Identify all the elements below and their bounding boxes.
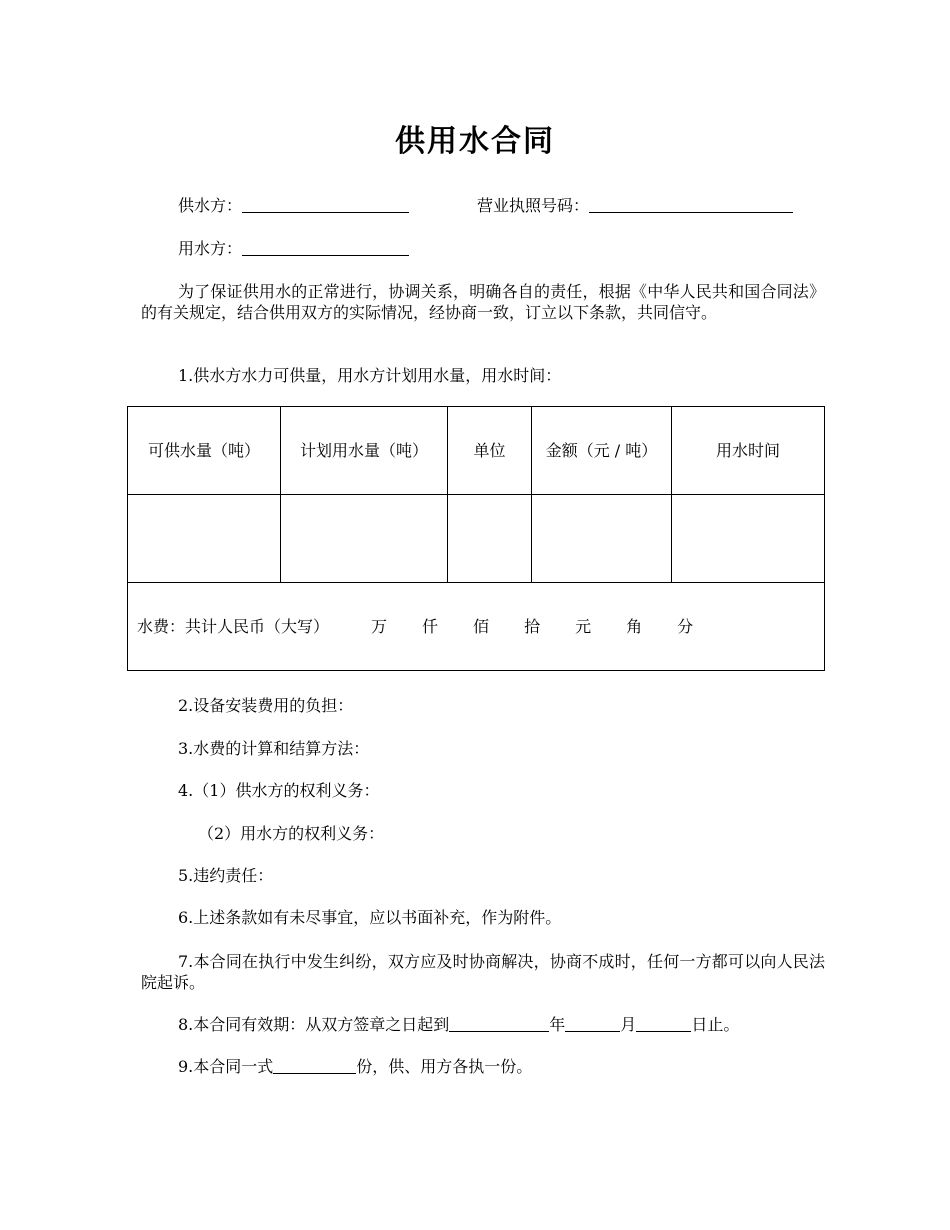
supplier-blank[interactable]	[242, 196, 409, 213]
fee-unit-wan: 万	[371, 616, 388, 636]
cell-amount[interactable]	[532, 495, 672, 583]
table-header-row	[128, 407, 825, 495]
user-label: 用水方：	[178, 239, 243, 258]
cell-unit[interactable]	[448, 495, 532, 583]
water-usage-table	[127, 406, 825, 671]
clause-8-year: 年	[549, 1015, 566, 1034]
header-amount: 金额（元 / 吨）	[532, 407, 672, 495]
header-planned-water: 计划用水量（吨）	[281, 407, 448, 495]
supplier-row	[178, 196, 409, 216]
license-label: 营业执照号码：	[477, 196, 590, 215]
fee-label: 水费：共计人民币（大写）	[137, 616, 330, 636]
clause-4-1: 4.（1）供水方的权利义务：	[178, 781, 380, 800]
clause-9	[178, 1057, 532, 1077]
fee-unit-shi: 拾	[524, 616, 541, 636]
fee-unit-qian: 仟	[422, 616, 439, 636]
clause-7: 7.本合同在执行中发生纠纷，双方应及时协商解决，协商不成时，任何一方都可以向人民法院起诉。	[141, 952, 825, 992]
document-title: 供用水合同	[395, 124, 555, 159]
header-unit: 单位	[448, 407, 532, 495]
table-row	[128, 495, 825, 583]
clause-1: 1.供水方水力可供量，用水方计划用水量，用水时间：	[178, 366, 562, 385]
clause-3: 3.水费的计算和结算方法：	[178, 739, 370, 758]
clause-8-month: 月	[620, 1015, 637, 1034]
clause-8-prefix: 8.本合同有效期：从双方签章之日起到	[178, 1015, 450, 1034]
end-year-blank[interactable]	[449, 1015, 549, 1032]
intro-paragraph: 为了保证供用水的正常进行，协调关系，明确各自的责任，根据《中华人民共和国合同法》的有关规定，结合供用双方的实际情况，经协商一致，订立以下条款，共同信守。	[141, 282, 825, 322]
clause-8-suffix: 日止。	[691, 1015, 740, 1034]
clause-9-suffix: 份，供、用方各执一份。	[356, 1057, 533, 1076]
fee-unit-yuan: 元	[575, 616, 592, 636]
end-day-blank[interactable]	[636, 1015, 691, 1032]
clause-8	[178, 1015, 739, 1035]
license-row	[477, 196, 793, 216]
clause-9-prefix: 9.本合同一式	[178, 1057, 274, 1076]
user-blank[interactable]	[242, 239, 409, 256]
copies-blank[interactable]	[273, 1057, 356, 1074]
fee-row	[128, 583, 825, 671]
user-row	[178, 239, 409, 259]
fee-unit-jiao: 角	[626, 616, 643, 636]
cell-planned-water[interactable]	[281, 495, 448, 583]
header-available-water: 可供水量（吨）	[128, 407, 281, 495]
clause-6: 6.上述条款如有未尽事宜，应以书面补充，作为附件。	[178, 908, 562, 927]
fee-unit-bai: 佰	[473, 616, 490, 636]
end-month-blank[interactable]	[565, 1015, 620, 1032]
header-usage-time: 用水时间	[672, 407, 825, 495]
fee-unit-fen: 分	[677, 616, 694, 636]
cell-usage-time[interactable]	[672, 495, 825, 583]
clause-4-2: （2）用水方的权利义务：	[198, 824, 385, 843]
clause-2: 2.设备安装费用的负担：	[178, 696, 354, 715]
license-number-blank[interactable]	[589, 196, 793, 213]
fee-cell	[128, 583, 825, 671]
cell-available-water[interactable]	[128, 495, 281, 583]
clause-5: 5.违约责任：	[178, 866, 274, 885]
supplier-label: 供水方：	[178, 196, 243, 215]
